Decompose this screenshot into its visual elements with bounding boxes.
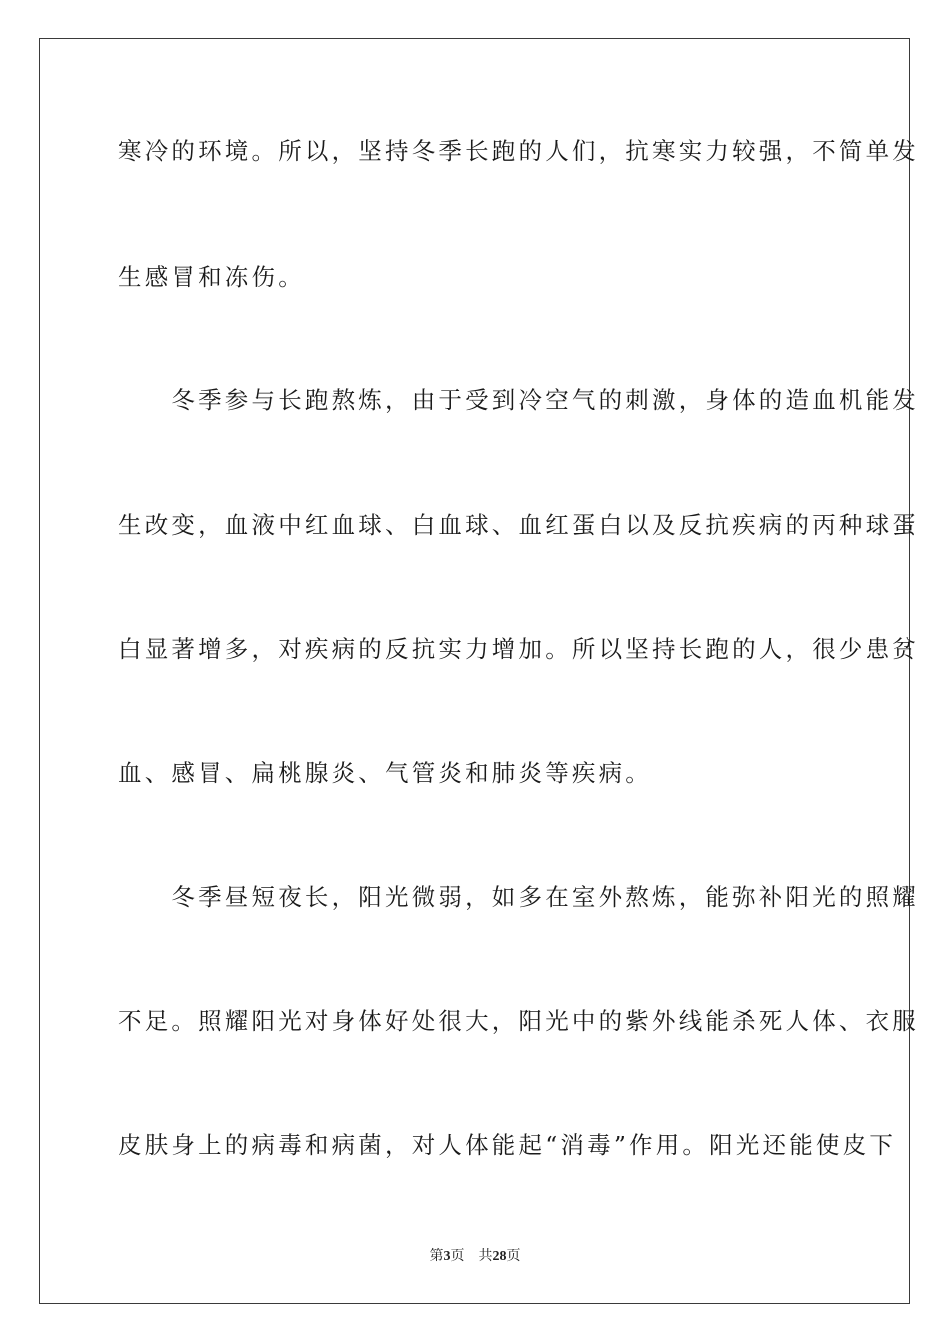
page-prefix: 第: [429, 1249, 444, 1264]
total-pages: 28: [492, 1249, 507, 1264]
body-text-line-4: 生改变，血液中红血球、白血球、血红蛋白以及反抗疾病的丙种球蛋: [118, 511, 919, 539]
body-text-line-3: 冬季参与长跑熬炼，由于受到冷空气的刺激，身体的造血机能发: [118, 386, 919, 414]
page-number: 3: [443, 1249, 451, 1264]
total-suffix: 页: [506, 1249, 521, 1264]
page-border: [39, 38, 919, 1304]
body-text-line-7: 冬季昼短夜长，阳光微弱，如多在室外熬炼，能弥补阳光的照耀: [118, 883, 919, 911]
total-prefix: 共: [478, 1249, 493, 1264]
body-text-line-2: 生感冒和冻伤。: [118, 263, 305, 291]
page-suffix: 页: [450, 1249, 465, 1264]
body-text-line-8: 不足。照耀阳光对身体好处很大，阳光中的紫外线能杀死人体、衣服: [118, 1007, 919, 1035]
body-text-line-9: 皮肤身上的病毒和病菌，对人体能起“消毒”作用。阳光还能使皮下: [118, 1131, 897, 1159]
body-text-line-6: 血、感冒、扁桃腺炎、气管炎和肺炎等疾病。: [118, 759, 652, 787]
body-text-line-5: 白显著增多，对疾病的反抗实力增加。所以坚持长跑的人，很少患贫: [118, 635, 919, 663]
page-footer: [0, 1247, 950, 1267]
body-text-line-1: 寒冷的环境。所以，坚持冬季长跑的人们，抗寒实力较强，不简单发: [118, 137, 919, 165]
